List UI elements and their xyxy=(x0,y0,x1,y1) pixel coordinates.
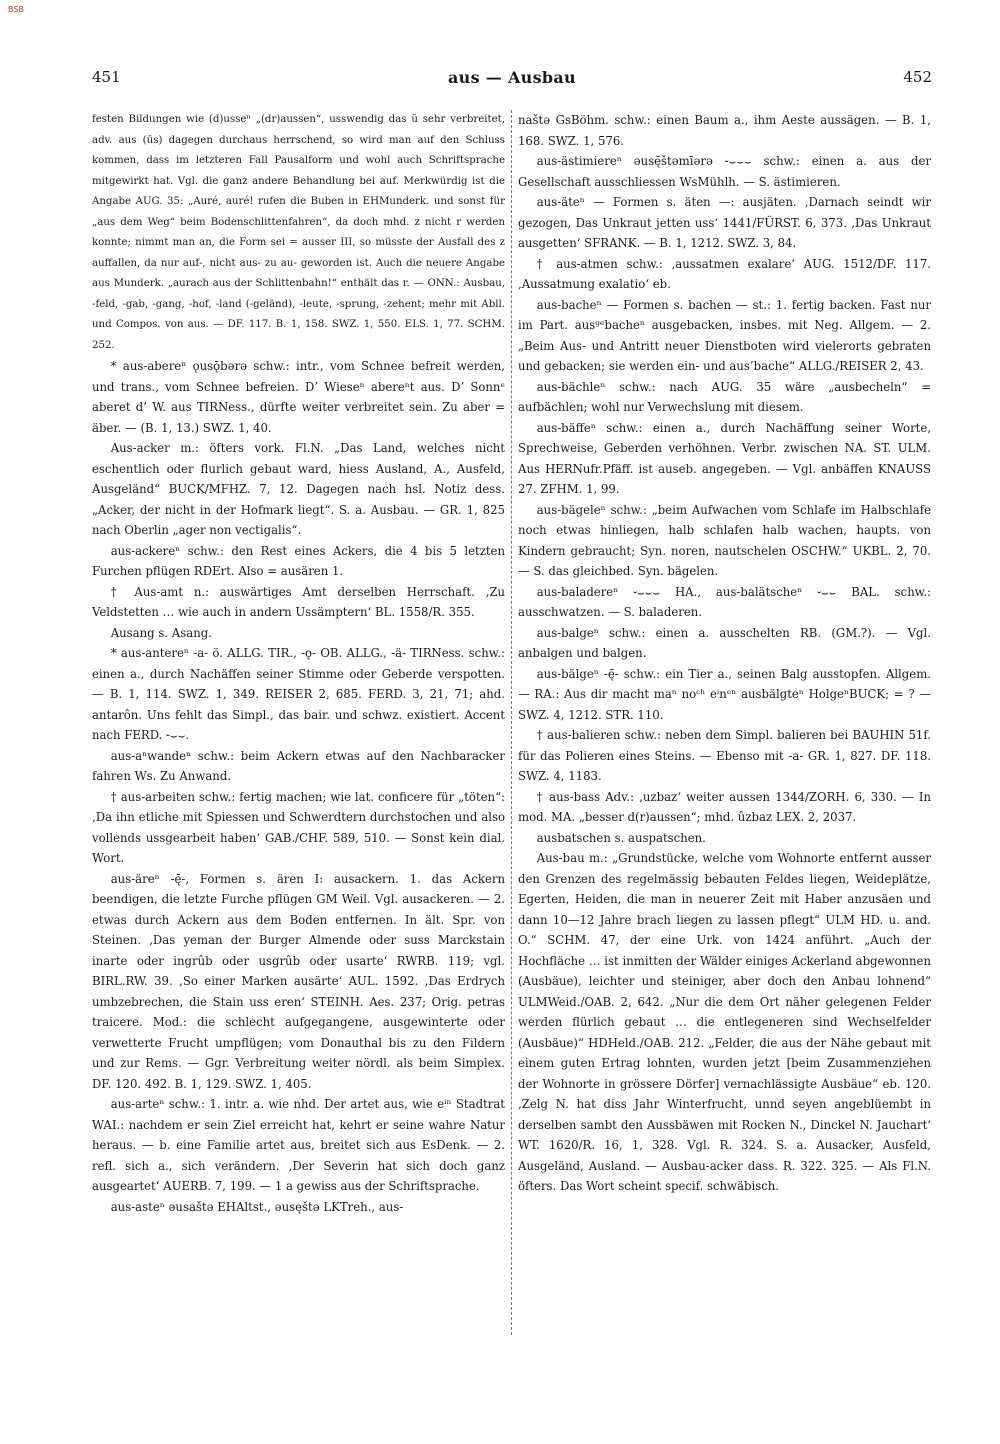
entry-aus-arbeiten: † aus-arbeiten schw.: fertig machen; wie lat. conficere für „töten“: ‚Da ihn etliche mit Spiessen und Schwerdtern durchstochen und also vollends ussgearbeit haben‘ GAB./CHF. 589, 510. — Sonst kein dial. Wort. xyxy=(92,789,505,865)
entry-aus-bau: Aus-bau m.: „Grundstücke, welche vom Wohnorte entfernt ausser den Grenzen des regelmässig bebauten Feldes liegen, Weideplätze, Egerten, Heiden, die man in neuerer Zeit mit Haber anzusäen und dann 10—12 Jahre brach liegen zu lassen pflegt“ ULM HD. u. and. O.“ SCHM. 47, der eine Urk. von 1424 anführt. „Auch der Hochfläche … ist inmitten der Wälder einiges Ackerland abgewonnen (Ausbäue), leichter und steiniger, aber doch den Anbau lohnend“ ULMWeid./OAB. 2, 642. „Nur die dem Ort näher gelegenen Felder werden flürlich gebaut … die entlegeneren sind Wechselfelder (Ausbäue)“ HDHeld./OAB. 212. „Felder, die aus der Nähe gebaut mit einem guten Ertrag lohnten, wurden jetzt [beim Zusammenziehen der Wohnorte in grössere Dörfer] vernachlässigte Ausbäue“ eb. 120. ‚Zelg N. hat diss Jahr Winterfrucht, unnd seyen angeblüembt in derselben sambt den Aussbäwen mit Rocken N., Dinckel N. Jauchart‘ WT. 1620/R. 16, 1, 328. Vgl. R. 324. S. a. Ausacker, Ausfeld, Ausgeländ, Ausland. — Ausbau-acker dass. R. 322. 325. — Als Fl.N. öfters. Das Wort scheint specif. schwäbisch. xyxy=(518,851,931,1193)
entry-aus-baelgen: aus-bälgeⁿ -ę̄- schw.: ein Tier a., seinen Balg ausstopfen. Allgem. — RA.: Aus dir macht maⁿ noᶜʰ eⁱnᵉⁿ ausbälgteⁿ HolgeⁿBUCK; = ? — SWZ. 4, 1212. STR. 110. xyxy=(518,666,931,722)
entry-aus-anwanden: aus-aⁿwandeⁿ schw.: beim Ackern etwas auf den Nachbaracker fahren Ws. Zu Anwand. xyxy=(92,748,505,783)
entry-aus-aeren: aus-äreⁿ -ę̄-, Formen s. ären I: ausackern. 1. das Ackern beendigen, die letzte Furche pflügen GM Weil. Vgl. ausackeren. — 2. etwas durch Ackern aus dem Boden entfernen. In ält. Spr. von Steinen. ‚Das yeman der Burger Almende oder suss Marckstain inarte oder ingrûb oder usgrûb oder usarte‘ RWRB. 119; vgl. BIRL.RW. 39. ‚So einer Marken ausärte‘ AUL. 1592. ‚Das Erdrych umbzebrechen, die Stain uss eren‘ STEINH. Aes. 237; Orig. petras traicere. Mod.: die schlecht aufgegangene, ausgewinterte oder verwetterte Frucht umpflügen; vom Donauthal bis zu den Fildern und zur Rems. — Ggr. Verbreitung weiter nördl. als beim Simplex. DF. 120. 492. B. 1, 129. SWZ. 1, 405. xyxy=(92,871,505,1091)
entry-aus-baladeren: aus-baladereⁿ ⏑⌣⌣⌣ HA., aus-balätscheⁿ ⏑⌣⌣ BAL. schw.: ausschwatzen. — S. baladeren. xyxy=(518,584,931,619)
entry-ausbatschen: ausbatschen s. auspatschen. xyxy=(536,830,706,845)
library-stamp: BSB xyxy=(8,5,24,14)
entry-aus-balgen: aus-balgeⁿ schw.: einen a. ausschelten RB. (GM.?). — Vgl. anbalgen und balgen. xyxy=(518,625,931,660)
left-column xyxy=(92,110,505,1345)
entry-aus-atmen: † aus-atmen schw.: ‚aussatmen exalare‘ AUG. 1512/DF. 117. ‚Aussatmung exalatio‘ eb. xyxy=(518,256,931,291)
entry-aus-aestimieren: aus-ästimiereⁿ əusę̄štəmīərə ⏑⌣⌣⌣ schw.: einen a. aus der Gesellschaft ausschliessen WsMühlh. — S. ästimieren. xyxy=(518,154,931,189)
entry-aus-bass: † aus-bass Adv.: ‚uzbaz‘ weiter aussen 1344/ZORH. 6, 330. — In mod. MA. „besser d(r)aussen“; mhd. ûzbaz LEX. 2, 2037. xyxy=(518,789,931,824)
entry-aus-baegelen: aus-bägeleⁿ schw.: „beim Aufwachen vom Schlafe im Halbschlafe noch etwas hinliegen, halb schlafen halb wachen, haupts. von Kindern gebraucht; Syn. noren, nautschelen OSCHW.“ UKBL. 2, 70. — S. das gleichbed. Syn. bägelen. xyxy=(518,502,931,578)
entry-aus-aberen: * aus-abereⁿ ǫusǭbərə schw.: intr., vom Schnee befreit werden, und trans., vom Schnee befreien. D’ Wieseⁿ abereⁿt aus. D’ Sonnᵉ aberet d’ W. aus TIRNess., dürfte weiter verbreitet sein. Zu aber = äber. — (B. 1, 13.) SWZ. 1, 40. xyxy=(92,359,505,435)
entry-aus-balieren: † aus-balieren schw.: neben dem Simpl. balieren bei BAUHIN 51f. für das Polieren eines Steins. — Ebenso mit -a- GR. 1, 827. DF. 118. SWZ. 4, 1183. xyxy=(518,728,931,783)
entry-aus-baechlen: aus-bächleⁿ schw.: nach AUG. 35 wäre „ausbecheln“ = aufbächlen; wohl nur Verwechslung mit diesem. xyxy=(518,379,931,414)
page-header xyxy=(92,68,932,92)
right-column xyxy=(518,110,931,1345)
entry-aus-asten-continued: naštə GsBöhm. schw.: einen Baum a., ihm Aeste aussägen. — B. 1, 168. SWZ. 1, 576. xyxy=(518,113,931,148)
entry-ausang: Ausang s. Asang. xyxy=(110,625,212,640)
entry-aus-continued: festen Bildungen wie (d)usseⁿ „(dr)aussen“, usswendig das ŭ sehr verbreitet, adv. aus (ūs) dagegen durchaus herrschend, so wird man auf den Schluss kommen, dass im letzteren Fall Pausalform und wohl auch Schriftsprache mitgewirkt hat. Vgl. die ganz andere Behandlung bei auf. Merkwürdig ist die Angabe AUG. 35: „Auré, auré! rufen die Buben in EHMunderk. und sonst für „aus dem Weg“ beim Bodenschlittenfahren“, da doch mhd. z nicht r werden konnte; nimmt man an, die Form sei = ausser III, so müsste der Ausfall des z auffallen, da nur auf-, nicht aus- zu au- geworden ist. Auch die neuere Angabe aus Munderk. „aurach aus der Schlittenbahn!“ enthält das r. — ONN.: Ausbau, -feld, -gab, -gang, -hof, -land (-geländ), -leute, -sprung, -zehent; mehr mit Abll. und Compos. von aus. — DF. 117. B. 1, 158. SWZ. 1, 550. ELS. 1, 77. SCHM. 252. xyxy=(92,114,505,351)
entry-aus-anteren: * aus-antereⁿ -a- ö. ALLG. TIR., -ǫ- OB. ALLG., -ä- TIRNess. schw.: einen a., durch Nachäffen seiner Stimme oder Geberde verspotten. — B. 1, 114. SWZ. 1, 349. REISER 2, 685. FERD. 3, 21, 71; ahd. antarôn. Uns fehlt das Simpl., das bair. und schwz. existiert. Accent nach FERD. ⏑⌣⌣. xyxy=(92,646,505,742)
right-page-number: 452 xyxy=(903,68,932,86)
entry-aus-arten: aus-arteⁿ schw.: 1. intr. a. wie nhd. Der artet aus, wie eⁱⁿ Stadtrat WAI.: nachdem er sein Ziel erreicht hat, kehrt er seine wahre Natur heraus. — b. eine Familie artet aus, breitet sich aus EsDenk. — 2. refl. sich a., sich verändern. ‚Der Severin hat sich doch ganz ausgeartet‘ AUERB. 7, 199. — 1 a gewiss aus der Schriftsprache. xyxy=(92,1097,505,1193)
left-page-number: 451 xyxy=(92,68,121,86)
entry-aus-baeffen: aus-bäffeⁿ schw.: einen a., durch Nachäffung seiner Worte, Sprechweise, Geberden verhöhnen. Verbr. zwischen NA. ST. ULM. Aus HERNufr.Pfäff. ist auseb. angegeben. — Vgl. anbäffen KNAUSS 27. ZFHM. 1, 99. xyxy=(518,420,931,496)
column-divider xyxy=(511,110,512,1335)
entry-aus-acker: Aus-acker m.: öfters vork. Fl.N. „Das Land, welches nicht eschentlich oder flurlich gebaut ward, hiess Ausland, A., Ausfeld, Ausgeländ“ BUCK/MFHZ. 7, 12. Dagegen nach hsl. Notiz dess. „Acker, der nicht in der Hofmark liegt“. S. a. Ausbau. — GR. 1, 825 nach Oberlin „ager non vectigalis“. xyxy=(92,441,505,537)
entry-aus-asten: aus-asteⁿ əusaštə EHAltst., əusęštə LKTreh., aus- xyxy=(110,1199,404,1214)
entry-aus-amt: † Aus-amt n.: auswärtiges Amt derselben Herrschaft. ‚Zu Veldstetten … wie auch in andern Ussämptern‘ BL. 1558/R. 355. xyxy=(92,584,505,619)
running-head: aus — Ausbau xyxy=(448,68,576,87)
entry-aus-bachen: aus-bacheⁿ — Formen s. bachen — st.: 1. fertig backen. Fast nur im Part. ausᵍᵉbacheⁿ ausgebacken, insbes. mit Neg. Allgem. — 2. „Beim Aus- und Antritt neuer Dienstboten wird vielerorts gebraten und gebacken; sie werden ein- und aus’bache“ ALLG./REISER 2, 43. xyxy=(518,297,931,373)
entry-aus-ackeren: aus-ackereⁿ schw.: den Rest eines Ackers, die 4 bis 5 letzten Furchen pflügen RDErt. Also = ausären 1. xyxy=(92,543,505,578)
entry-aus-aeten: aus-äteⁿ — Formen s. äten —: ausjäten. ‚Darnach seindt wir gezogen, Das Unkraut jetten uss‘ 1441/FÜRST. 6, 373. ‚Das Unkraut ausgetten‘ SFRANK. — B. 1, 1212. SWZ. 3, 84. xyxy=(518,195,931,250)
